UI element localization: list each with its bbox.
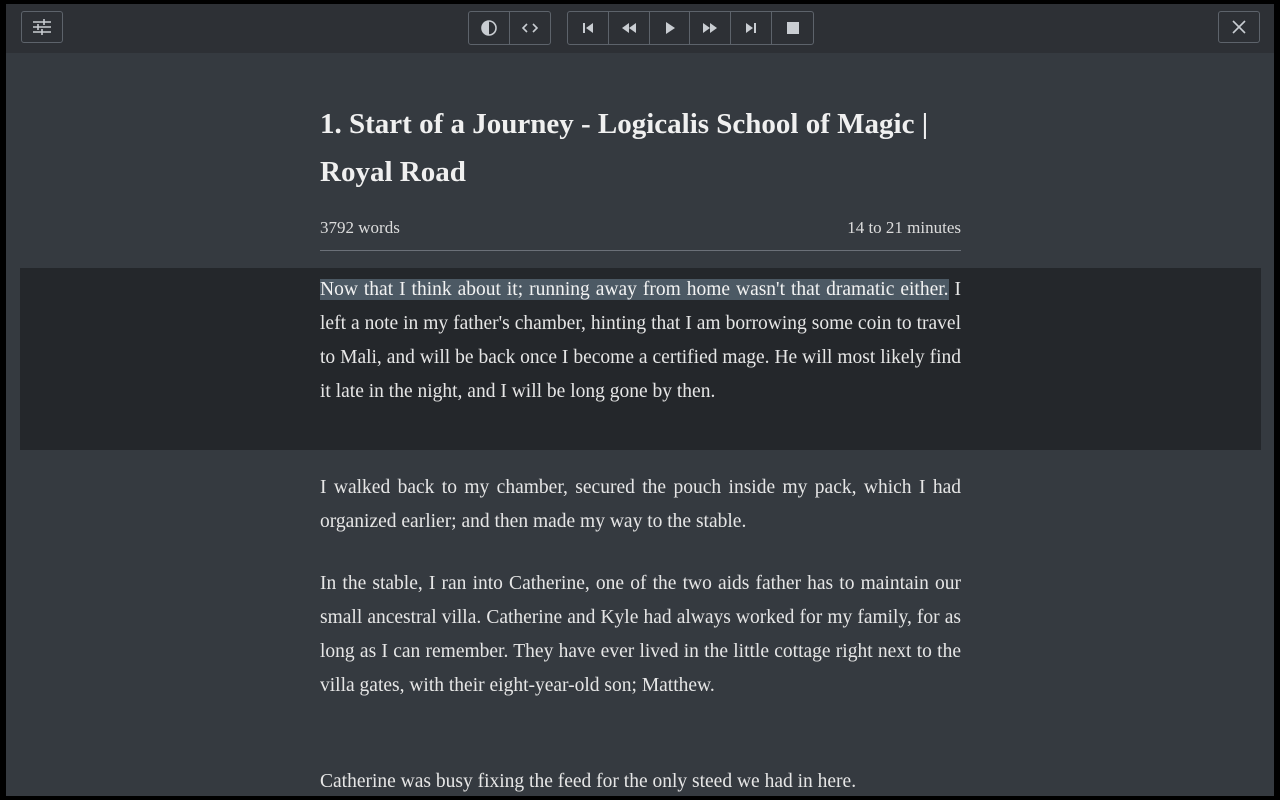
contrast-button[interactable] <box>469 12 510 44</box>
stop-button[interactable] <box>772 12 813 44</box>
skip-first-icon <box>581 21 595 35</box>
fast-forward-button[interactable] <box>690 12 731 44</box>
read-time: 14 to 21 minutes <box>847 218 961 237</box>
rewind-icon <box>620 22 638 34</box>
paragraph-1 <box>320 273 961 409</box>
view-toggle-group <box>468 11 551 45</box>
rewind-button[interactable] <box>609 12 650 44</box>
article-title: 1. Start of a Journey - Logicalis School of Magic | Royal Road <box>320 108 929 188</box>
paragraph-4: Catherine was busy fixing the feed for the only steed we had in here. <box>320 771 857 792</box>
close-button[interactable] <box>1218 11 1260 43</box>
article-header <box>320 100 961 196</box>
close-icon <box>1231 19 1247 35</box>
skip-first-button[interactable] <box>568 12 609 44</box>
play-icon <box>664 21 676 35</box>
fast-forward-icon <box>701 22 719 34</box>
header-divider <box>320 250 961 251</box>
stop-icon <box>787 22 799 34</box>
play-button[interactable] <box>650 12 691 44</box>
code-icon <box>521 22 539 34</box>
paragraph-text: I left a note in my father's chamber, hinting that I am borrowing some coin to travel to Mali, and will be back once I become a certified mage. He will most likely find it late in the night, and I will be long gone by then. <box>320 279 961 402</box>
sliders-icon <box>32 18 52 36</box>
skip-last-button[interactable] <box>731 12 772 44</box>
article-meta <box>320 218 961 238</box>
word-count: 3792 words <box>320 218 400 237</box>
reader-view <box>6 4 1274 796</box>
skip-last-icon <box>744 21 758 35</box>
contrast-icon <box>480 19 498 37</box>
paragraph-3: In the stable, I ran into Catherine, one of the two aids father has to maintain our small ancestral villa. Catherine and Kyle had always worked for my family, for as long as I can remember. They have ever lived in the little cottage right next to the villa gates, with their eight-year-old son; Matthew. <box>320 573 961 696</box>
spoken-sentence-highlight: Now that I think about it; running away from home wasn't that dramatic either. <box>320 279 949 300</box>
settings-button[interactable] <box>21 11 63 43</box>
playback-controls <box>567 11 814 45</box>
paragraph-2: I walked back to my chamber, secured the pouch inside my pack, which I had organized earlier; and then made my way to the stable. <box>320 477 961 532</box>
reader-toolbar <box>6 4 1274 53</box>
code-button[interactable] <box>510 12 551 44</box>
